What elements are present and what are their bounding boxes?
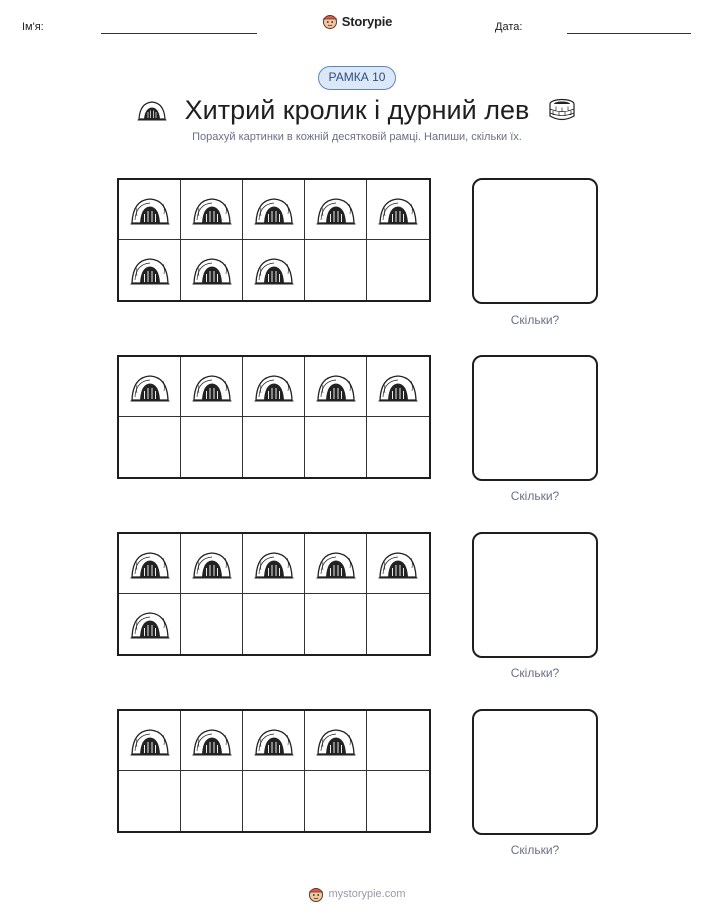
frame-cell: [243, 417, 305, 477]
cave-icon: [130, 194, 170, 226]
brand-logo: [0, 12, 714, 30]
cave-icon: [130, 548, 170, 580]
page-title: Хитрий кролик і дурний лев: [184, 94, 530, 125]
cave-icon: [316, 371, 356, 403]
frame-cell: [181, 417, 243, 477]
frame-cell: [367, 240, 429, 300]
frame-cell: [243, 534, 305, 594]
name-field[interactable]: [101, 33, 257, 34]
footer: [0, 885, 714, 903]
frame-cell: [243, 711, 305, 771]
cave-icon: [316, 194, 356, 226]
frame-cell: [181, 180, 243, 240]
date-label: Дата:: [495, 21, 523, 33]
frame-cell: [367, 534, 429, 594]
frame-cell: [367, 594, 429, 654]
answer-box[interactable]: [472, 178, 598, 304]
answer-box[interactable]: [472, 355, 598, 481]
cave-icon: [316, 725, 356, 757]
cave-icon: [130, 725, 170, 757]
cave-icon: [254, 371, 294, 403]
frame-cell: [305, 711, 367, 771]
ten-frame: [117, 709, 431, 833]
frame-cell: [243, 594, 305, 654]
frame-cell: [243, 180, 305, 240]
frame-badge: РАМКА 10: [318, 66, 396, 90]
brand-name: Storypie: [341, 13, 393, 29]
cave-icon: [254, 254, 294, 286]
frame-cell: [181, 534, 243, 594]
frame-cell: [305, 594, 367, 654]
title-row: [0, 92, 714, 128]
frame-cell: [305, 180, 367, 240]
how-many-label: Скільки?: [510, 666, 560, 680]
frame-cell: [181, 711, 243, 771]
how-many-label: Скільки?: [510, 313, 560, 327]
frame-cell: [119, 534, 181, 594]
frame-cell: [367, 711, 429, 771]
name-label: Ім'я:: [22, 21, 44, 33]
cave-icon: [192, 254, 232, 286]
answer-box[interactable]: [472, 709, 598, 835]
frame-cell: [367, 180, 429, 240]
frame-cell: [367, 357, 429, 417]
date-field[interactable]: [567, 33, 691, 34]
cave-icon: [378, 194, 418, 226]
cave-icon: [254, 725, 294, 757]
frame-cell: [119, 417, 181, 477]
frame-cell: [305, 417, 367, 477]
frame-cell: [243, 357, 305, 417]
frame-cell: [119, 711, 181, 771]
frame-cell: [305, 240, 367, 300]
frame-cell: [119, 771, 181, 831]
cave-icon: [378, 371, 418, 403]
cave-icon: [192, 194, 232, 226]
ten-frame: [117, 178, 431, 302]
how-many-label: Скільки?: [510, 843, 560, 857]
cave-icon: [192, 548, 232, 580]
frame-cell: [119, 180, 181, 240]
ten-frame: [117, 532, 431, 656]
frame-cell: [243, 771, 305, 831]
cave-icon: [130, 608, 170, 640]
cave-icon: [378, 548, 418, 580]
cave-icon: [316, 548, 356, 580]
storypie-mascot-icon: [308, 885, 324, 903]
frame-cell: [305, 357, 367, 417]
how-many-label: Скільки?: [510, 489, 560, 503]
cave-icon: [254, 194, 294, 226]
frame-cell: [181, 594, 243, 654]
well-icon: [547, 97, 577, 123]
frame-cell: [367, 417, 429, 477]
cave-icon: [130, 254, 170, 286]
frame-cell: [181, 771, 243, 831]
frame-cell: [181, 240, 243, 300]
cave-icon: [192, 371, 232, 403]
frame-cell: [243, 240, 305, 300]
storypie-mascot-icon: [322, 12, 338, 30]
frame-cell: [181, 357, 243, 417]
answer-box[interactable]: [472, 532, 598, 658]
cave-icon: [192, 725, 232, 757]
cave-icon: [130, 371, 170, 403]
ten-frame: [117, 355, 431, 479]
cave-icon: [137, 98, 167, 122]
cave-icon: [254, 548, 294, 580]
frame-cell: [305, 534, 367, 594]
frame-cell: [119, 240, 181, 300]
footer-url: mystorypie.com: [328, 888, 406, 900]
frame-cell: [119, 357, 181, 417]
frame-cell: [367, 771, 429, 831]
frame-cell: [305, 771, 367, 831]
instructions: Порахуй картинки в кожній десятковій рамці. Напиши, скільки їх.: [192, 131, 522, 143]
frame-cell: [119, 594, 181, 654]
